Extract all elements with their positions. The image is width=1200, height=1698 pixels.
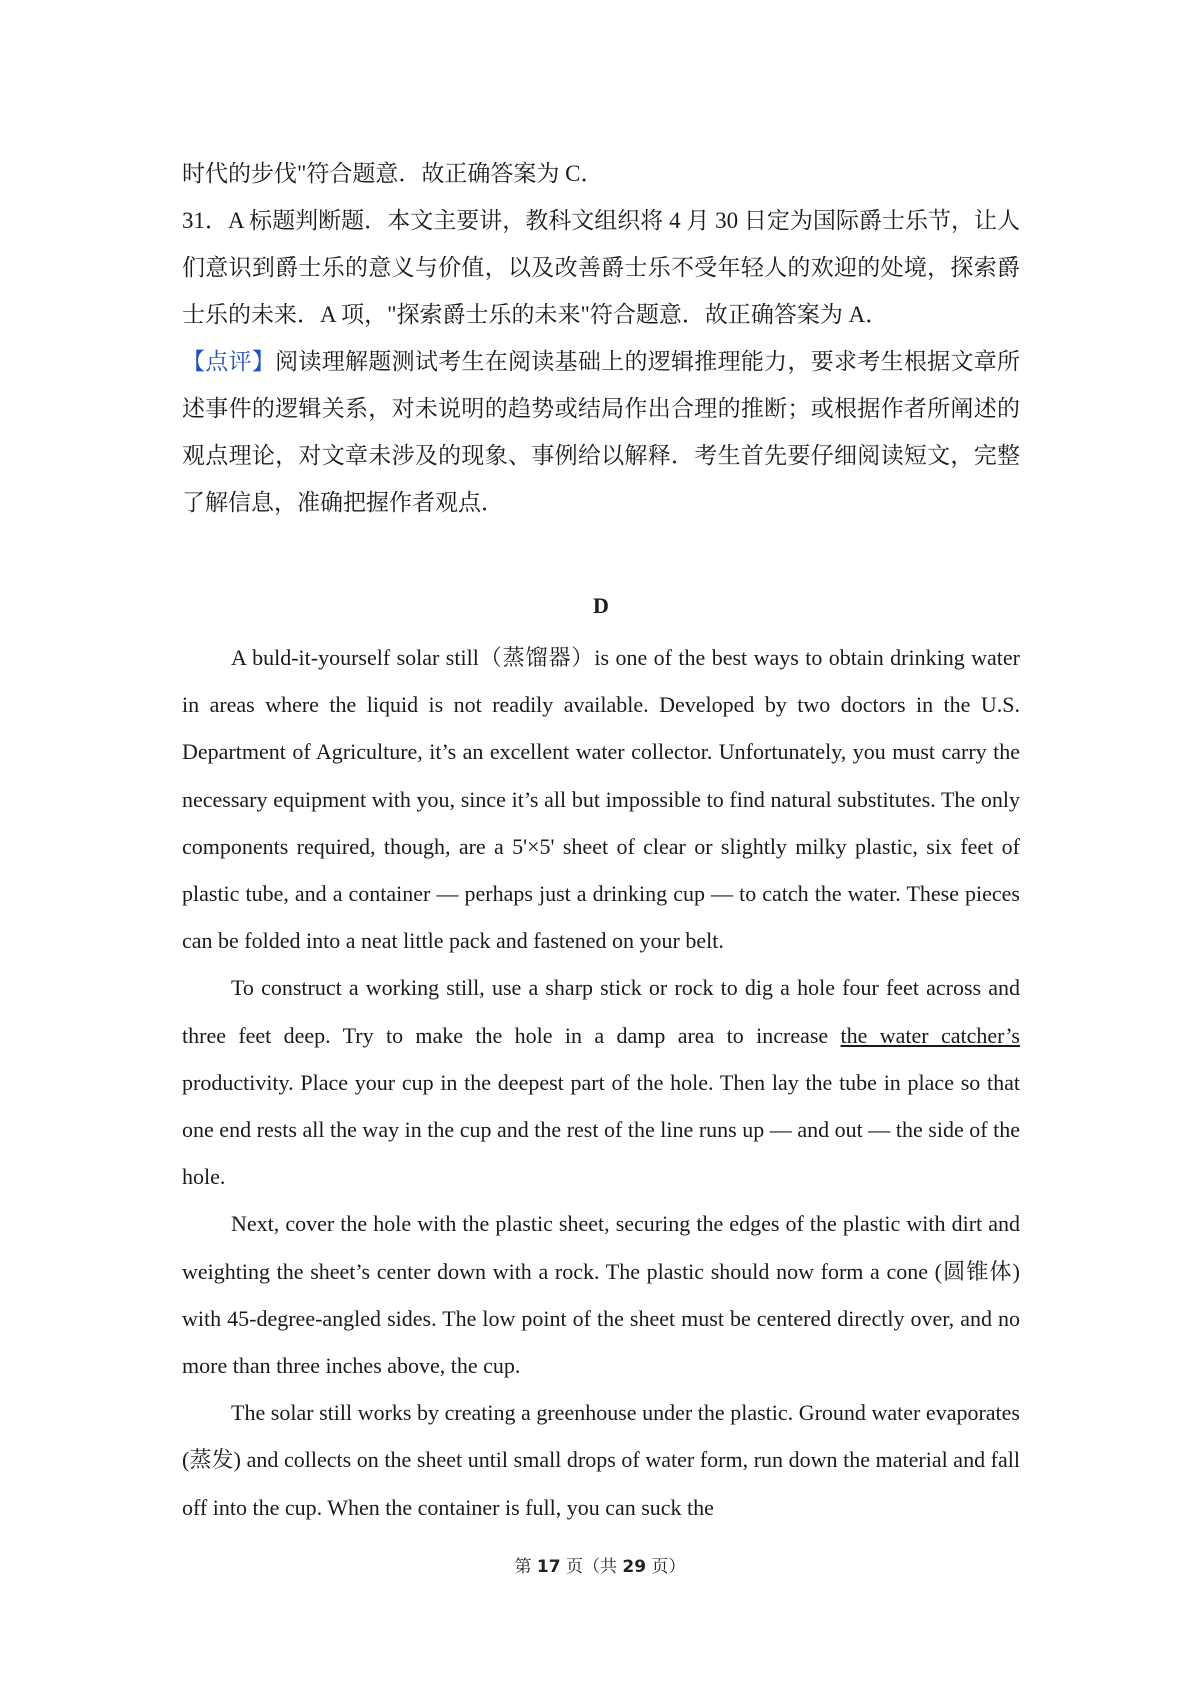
comment-paragraph — [182, 338, 1020, 526]
answer-31: 31．A 标题判断题．本文主要讲，教科文组织将 4 月 30 日定为国际爵士乐节，让人们意识到爵士乐的意义与价值，以及改善爵士乐不受年轻人的欢迎的处境，探索爵士乐的未来．A 项，"探索爵士乐的未来"符合题意．故正确答案为 A． — [182, 208, 1020, 327]
p2-text-a: To construct a working still, use a sharp stick or rock to dig a hole four feet across and three feet deep. Try to make the hole in a damp area to increase — [182, 975, 1020, 1048]
passage-paragraph-3: Next, cover the hole with the plastic sheet, securing the edges of the plastic with dirt and weighting the sheet’s center down with a rock. The plastic should now form a cone (圆锥体) with 45-degree-angled sides. The low point of the sheet must be centered directly over, and no more than three inches above, the cup. — [182, 1211, 1020, 1379]
page-footer — [0, 1552, 1200, 1577]
passage-paragraph-2 — [182, 964, 1020, 1200]
passage-paragraph-1: A buld-it-yourself solar still（蒸馏器）is one of the best ways to obtain drinking water in areas where the liquid is not readily available. Developed by two doctors in the U.S. Department of Agriculture, it’s an excellent water collector. Unfortunately, you must carry the necessary equipment with you, since it’s all but impossible to find natural substitutes. The only components required, though, are a 5'×5' sheet of clear or slightly milky plastic, six feet of plastic tube, and a container — perhaps just a drinking cup — to catch the water. These pieces can be folded into a neat little pack and fastened on your belt. — [182, 645, 1020, 954]
section-title: D — [593, 593, 609, 618]
passage-paragraph-4: The solar still works by creating a greenhouse under the plastic. Ground water evaporates (蒸发) and collects on the sheet until small drops of water form, run down the material and fall off into the cup. When the container is full, you can suck the — [182, 1400, 1020, 1520]
footer-total-pages: 29 — [622, 1557, 647, 1577]
footer-page-number: 17 — [536, 1557, 561, 1577]
comment-text: 阅读理解题测试考生在阅读基础上的逻辑推理能力，要求考生根据文章所述事件的逻辑关系，对未说明的趋势或结局作出合理的推断；或根据作者所阐述的观点理论，对文章未涉及的现象、事例给以解释．考生首先要仔细阅读短文，完整了解信息，准确把握作者观点． — [182, 349, 1021, 515]
footer-middle: 页（共 — [560, 1557, 623, 1577]
footer-suffix: 页） — [646, 1557, 686, 1577]
p2-text-b: productivity. Place your cup in the deepest part of the hole. Then lay the tube in place so that one end rests all the way in the cup and the rest of the line runs up — and out — the side of the hole. — [182, 1069, 1020, 1190]
underlined-phrase: the water catcher’s — [840, 1022, 1020, 1048]
footer-prefix: 第 — [514, 1557, 537, 1577]
page-content — [182, 150, 1020, 1531]
answer-30-tail: 时代的步伐"符合题意．故正确答案为 C． — [182, 161, 604, 186]
comment-tag: 【点评】 — [182, 349, 276, 374]
